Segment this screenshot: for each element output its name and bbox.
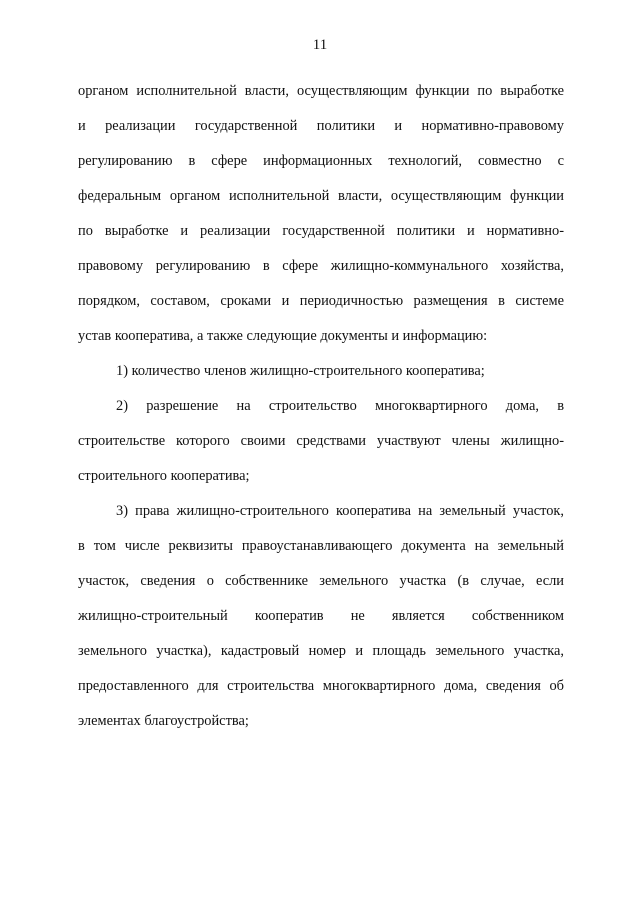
document-body <box>78 74 564 739</box>
text-line: предоставленного для строительства многоквартирного дома, сведения об <box>78 678 564 694</box>
text-line: участок, сведения о собственнике земельного участка (в случае, если <box>78 573 564 589</box>
list-item-2: 2) разрешение на строительство многоквартирного дома, в <box>116 398 564 414</box>
text-line: правовому регулированию в сфере жилищно-коммунального хозяйства, <box>78 258 564 274</box>
text-line: устав кооператива, а также следующие документы и информацию: <box>78 328 488 344</box>
text-line: регулированию в сфере информационных технологий, совместно с <box>78 153 564 169</box>
text-line: по выработке и реализации государственной политики и нормативно- <box>78 223 564 239</box>
text-line: и реализации государственной политики и нормативно-правовому <box>78 118 564 134</box>
list-item-1: 1) количество членов жилищно-строительного кооператива; <box>116 363 485 379</box>
text-line: строительного кооператива; <box>78 468 250 484</box>
text-line: федеральным органом исполнительной власти, осуществляющим функции <box>78 188 564 204</box>
text-line: элементах благоустройства; <box>78 713 249 729</box>
text-line: в том числе реквизиты правоустанавливающего документа на земельный <box>78 538 564 554</box>
text-line: строительстве которого своими средствами участвуют члены жилищно- <box>78 433 564 449</box>
text-line: органом исполнительной власти, осуществляющим функции по выработке <box>78 83 564 99</box>
list-item-3: 3) права жилищно-строительного кооператива на земельный участок, <box>116 503 564 519</box>
page-number: 11 <box>312 37 328 53</box>
text-line: земельного участка), кадастровый номер и площадь земельного участка, <box>78 643 564 659</box>
text-line: порядком, составом, сроками и периодичностью размещения в системе <box>78 293 564 309</box>
text-line: жилищно-строительный кооператив не является собственником <box>78 608 564 624</box>
